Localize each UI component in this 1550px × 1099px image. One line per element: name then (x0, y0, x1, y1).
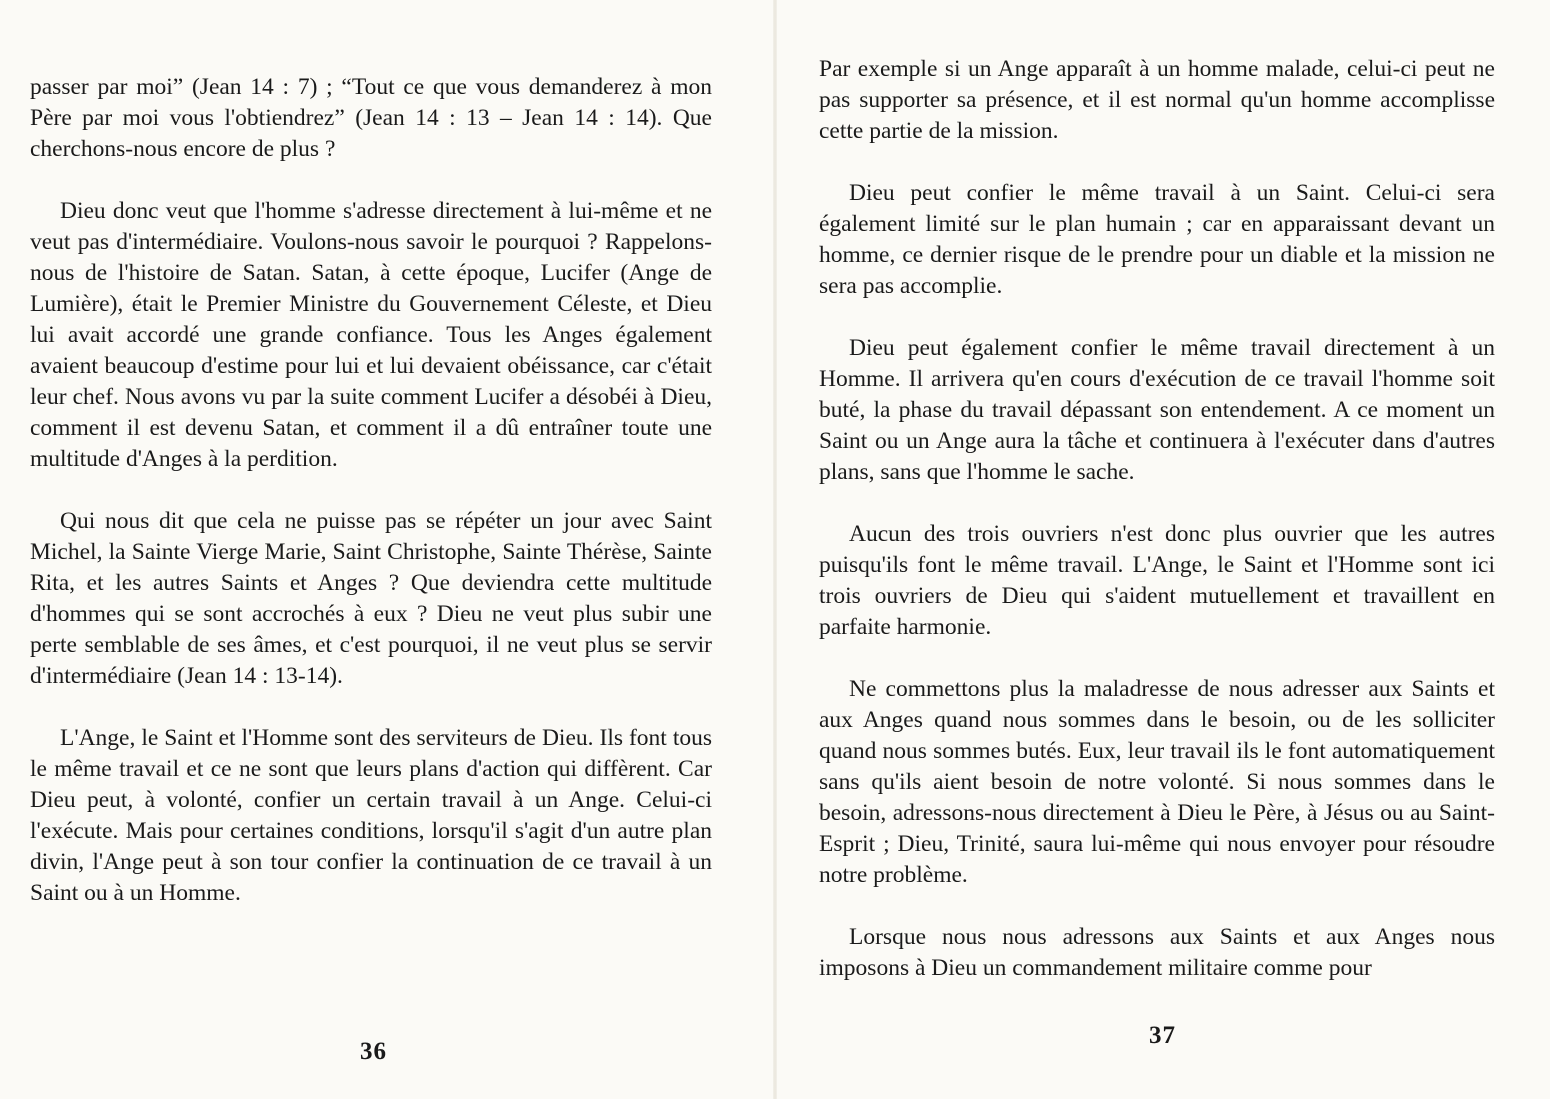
paragraph: Ne commettons plus la maladresse de nous adresser aux Saints et aux Anges quand nous sommes dans le besoin, ou de les solliciter quand nous sommes butés. Eux, leur travail ils le font automatiquement sans qu'ils aient besoin de notre volonté. Si nous sommes dans le besoin, adressons-nous directement à Dieu le Père, à Jésus ou au Saint-Esprit ; Dieu, Trinité, saura lui-même qui nous envoyer pour résoudre notre problème. (819, 676, 1495, 888)
paragraph: Lorsque nous nous adressons aux Saints et aux Anges nous imposons à Dieu un commandement militaire comme pour (819, 924, 1495, 981)
paragraph: Dieu donc veut que l'homme s'adresse directement à lui-même et ne veut pas d'intermédiaire. Voulons-nous savoir le pourquoi ? Rappelons-nous de l'histoire de Satan. Satan, à cette époque, Lucifer (Ange de Lumière), était le Premier Ministre du Gouvernement Céleste, et Dieu lui avait accordé une grande confiance. Tous les Anges également avaient beaucoup d'estime pour lui et lui devaient obéissance, car c'était leur chef. Nous avons vu par la suite comment Lucifer a désobéi à Dieu, comment il est devenu Satan, et comment il a dû entraîner toute une multitude d'Anges à la perdition. (30, 198, 712, 472)
paragraph: Dieu peut également confier le même travail directement à un Homme. Il arrivera qu'en cours d'exécution de ce travail l'homme soit buté, la phase du travail dépassant son entendement. A ce moment un Saint ou un Ange aura la tâche et continuera à l'exécuter dans d'autres plans, sans que l'homme le sache. (819, 335, 1495, 485)
paragraph: Par exemple si un Ange apparaît à un homme malade, celui-ci peut ne pas supporter sa présence, et il est normal qu'un homme accomplisse cette partie de la mission. (819, 56, 1495, 144)
paragraph: Dieu peut confier le même travail à un Saint. Celui-ci sera également limité sur le plan humain ; car en apparaissant devant un homme, ce dernier risque de le prendre pour un diable et la mission ne sera pas accomplie. (819, 180, 1495, 299)
page-number: 36 (360, 1038, 387, 1065)
page-number: 37 (1149, 1022, 1176, 1049)
paragraph: Qui nous dit que cela ne puisse pas se répéter un jour avec Saint Michel, la Sainte Vierge Marie, Saint Christophe, Sainte Thérèse, Sainte Rita, et les autres Saints et Anges ? Que deviendra cette multitude d'hommes qui se sont accrochés à eux ? Dieu ne veut plus subir une perte semblable de ses âmes, et c'est pourquoi, il ne veut plus se servir d'intermédiaire (Jean 14 : 13-14). (30, 508, 712, 689)
paragraph: passer par moi” (Jean 14 : 7) ; “Tout ce que vous demanderez à mon Père par moi vous l'obtiendrez” (Jean 14 : 13 – Jean 14 : 14). Que cherchons-nous encore de plus ? (30, 74, 712, 162)
paragraph: L'Ange, le Saint et l'Homme sont des serviteurs de Dieu. Ils font tous le même travail et ce ne sont que leurs plans d'action qui diffèrent. Car Dieu peut, à volonté, confier un certain travail à un Ange. Celui-ci l'exécute. Mais pour certaines conditions, lorsqu'il s'agit d'un autre plan divin, l'Ange peut à son tour confier la continuation de ce travail à un Saint ou à un Homme. (30, 725, 712, 906)
paragraph: Aucun des trois ouvriers n'est donc plus ouvrier que les autres puisqu'ils font le même travail. L'Ange, le Saint et l'Homme sont ici trois ouvriers de Dieu qui s'aident mutuellement et travaillent en parfaite harmonie. (819, 521, 1495, 640)
right-page (775, 0, 1550, 1099)
